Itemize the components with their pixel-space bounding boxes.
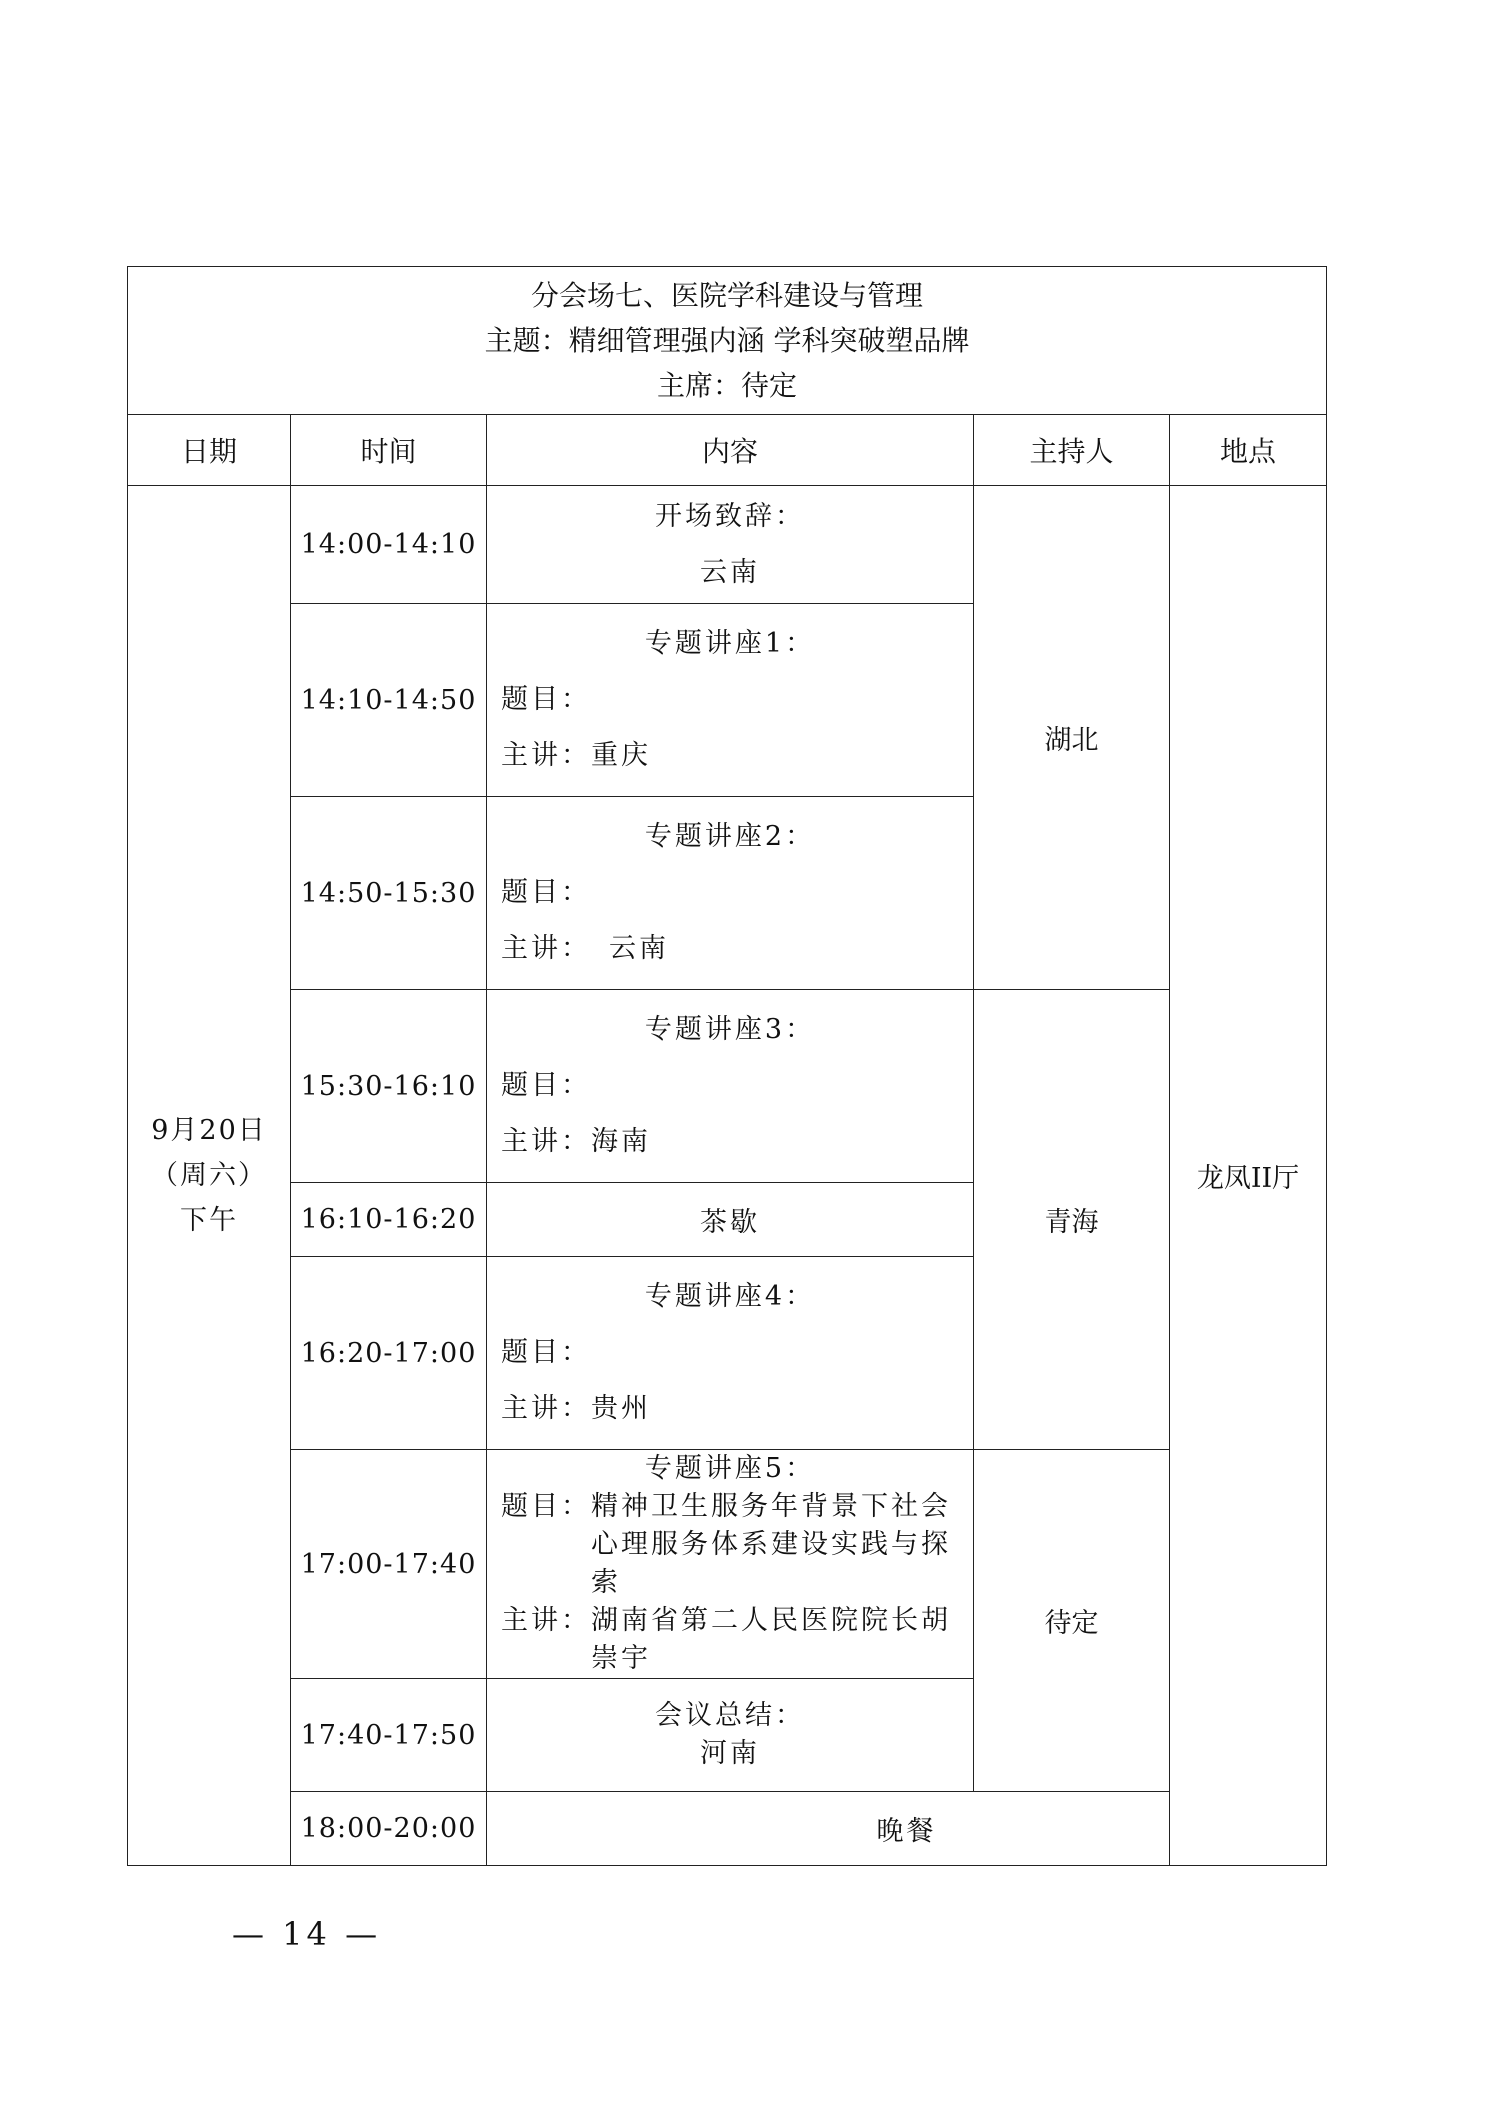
speaker-value: 云南	[609, 933, 669, 964]
speaker-label: 主讲：	[501, 740, 591, 771]
time-cell: 16:20-17:00	[291, 1257, 487, 1450]
table-row	[128, 1792, 1327, 1866]
content-heading: 会议总结：	[655, 1700, 805, 1731]
content-cell	[487, 486, 974, 604]
col-venue: 地点	[1170, 415, 1327, 486]
venue-cell: 龙凤II厅	[1170, 486, 1327, 1866]
content-heading: 专题讲座2：	[644, 821, 816, 852]
date-line: 9月20日	[151, 1115, 267, 1146]
time-cell: 16:10-16:20	[291, 1183, 487, 1257]
speaker-line	[501, 1114, 959, 1170]
speaker-label: 主讲：	[501, 1393, 591, 1424]
content-cell	[487, 990, 974, 1183]
speaker-label: 主讲：	[501, 1605, 591, 1636]
speaker-line	[501, 921, 959, 977]
topic-line	[501, 1488, 959, 1602]
content-cell: 晚餐	[487, 1792, 1327, 1866]
content-speaker: 河南	[700, 1738, 760, 1769]
content-cell	[487, 797, 974, 990]
content-cell	[487, 1257, 974, 1450]
speaker-label: 主讲：	[501, 933, 591, 964]
time-cell: 18:00-20:00	[291, 1792, 487, 1866]
weekday-line: （周六）	[151, 1160, 267, 1191]
speaker-line	[501, 1381, 959, 1437]
speaker-value: 重庆	[591, 740, 651, 771]
time-cell: 15:30-16:10	[291, 990, 487, 1183]
schedule-table	[127, 266, 1327, 1866]
topic-label: 题目：	[501, 684, 591, 715]
host-cell: 青海	[974, 990, 1170, 1450]
speaker-value: 海南	[591, 1126, 651, 1157]
content-heading: 开场致辞：	[655, 500, 805, 532]
session-title: 分会场七、医院学科建设与管理	[531, 279, 924, 312]
page-number: — 14 —	[232, 1915, 382, 1953]
content-speaker: 云南	[700, 556, 760, 588]
host-cell: 湖北	[974, 486, 1170, 990]
content-cell	[487, 1450, 974, 1679]
time-cell: 14:00-14:10	[291, 486, 487, 604]
speaker-label: 主讲：	[501, 1126, 591, 1157]
column-header-row	[128, 415, 1327, 486]
session-chair: 主席：待定	[657, 369, 798, 402]
table-header-row	[128, 267, 1327, 415]
speaker-value: 贵州	[591, 1393, 651, 1424]
period-line: 下午	[180, 1205, 238, 1236]
topic-label: 题目：	[501, 1070, 591, 1101]
topic-label: 题目：	[501, 877, 591, 908]
col-content: 内容	[487, 415, 974, 486]
topic-value: 精神卫生服务年背景下社会心理服务体系建设实践与探索	[591, 1491, 951, 1598]
topic-label: 题目：	[501, 1491, 591, 1522]
col-date: 日期	[128, 415, 291, 486]
time-cell: 17:00-17:40	[291, 1450, 487, 1679]
content-cell	[487, 604, 974, 797]
date-cell	[128, 486, 291, 1866]
session-theme: 主题：精细管理强内涵 学科突破塑品牌	[484, 324, 970, 357]
host-cell: 待定	[974, 1450, 1170, 1792]
speaker-line	[501, 1602, 959, 1678]
content-cell	[487, 1679, 974, 1792]
time-cell: 14:50-15:30	[291, 797, 487, 990]
speaker-line	[501, 728, 959, 784]
topic-label: 题目：	[501, 1337, 591, 1368]
table-row	[128, 990, 1327, 1183]
col-time: 时间	[291, 415, 487, 486]
table-row	[128, 1450, 1327, 1679]
time-cell: 14:10-14:50	[291, 604, 487, 797]
content-cell: 茶歇	[487, 1183, 974, 1257]
content-heading: 专题讲座4：	[644, 1281, 816, 1312]
col-host: 主持人	[974, 415, 1170, 486]
content-heading: 专题讲座1：	[644, 628, 816, 659]
content-heading: 专题讲座3：	[644, 1014, 816, 1045]
table-row	[128, 486, 1327, 604]
speaker-value: 湖南省第二人民医院院长胡崇宇	[591, 1605, 951, 1674]
content-heading: 专题讲座5：	[644, 1453, 816, 1484]
session-header	[128, 267, 1327, 415]
time-cell: 17:40-17:50	[291, 1679, 487, 1792]
